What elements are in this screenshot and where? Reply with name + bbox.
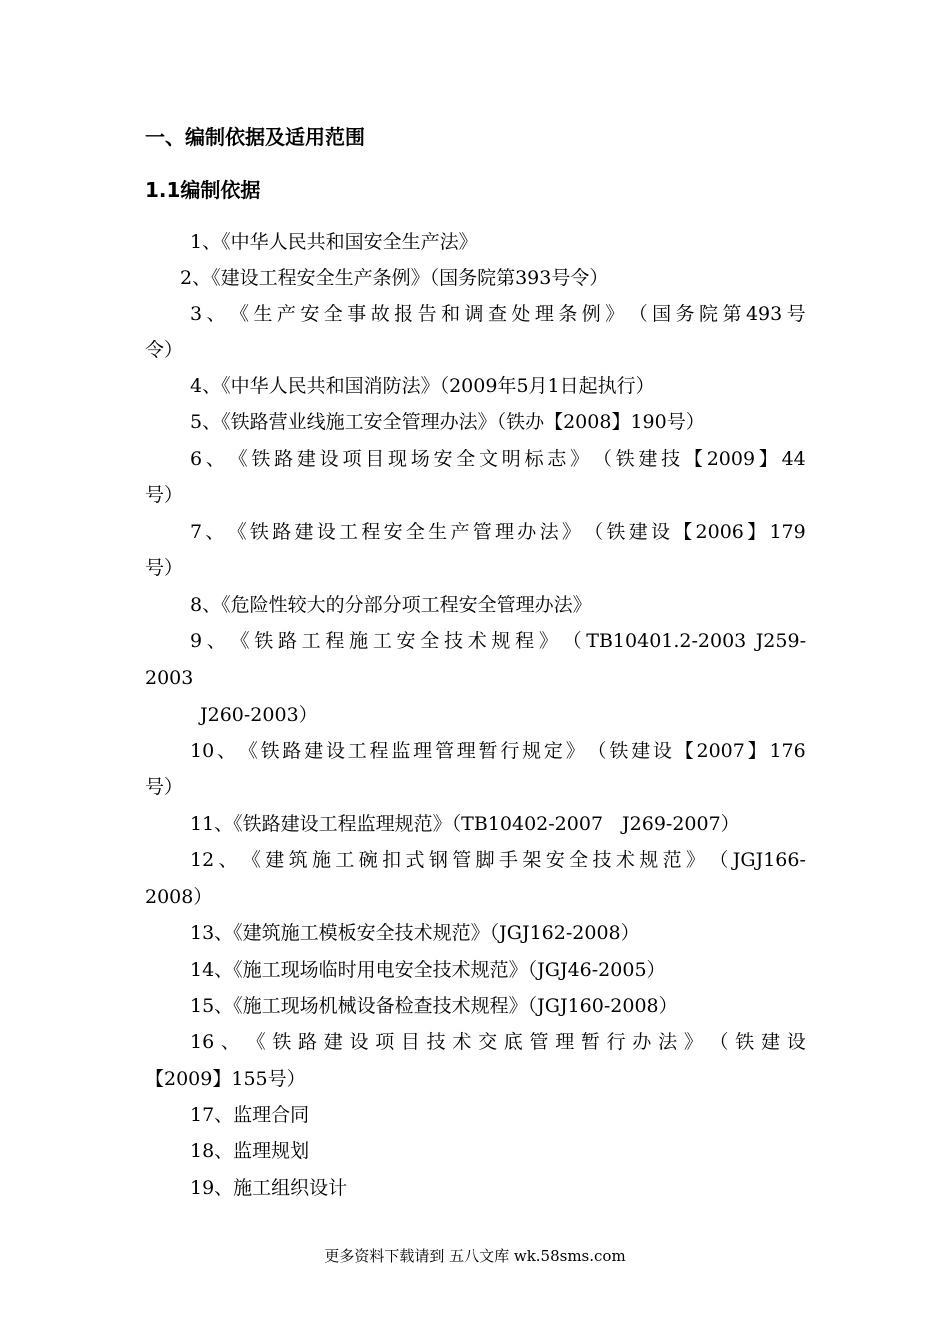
reference-item: 19、施工组织设计	[190, 1177, 348, 1199]
reference-item-continuation: 号）	[145, 776, 184, 798]
reference-item: 10 、 《 铁 路 建 设 工 程 监 理 管 理 暂 行 规 定 》 （ 铁 建 设 【 2007 】 176	[190, 740, 806, 762]
reference-item: 4、《中华人民共和国消防法》（2009年5月1日起执行）	[190, 375, 655, 397]
section-heading: 一、编制依据及适用范围	[145, 125, 365, 149]
reference-item: 15、《施工现场机械设备检查技术规程》（JGJ160-2008）	[190, 995, 678, 1017]
reference-item: 8、《危险性较大的分部分项工程安全管理办法》	[190, 594, 592, 616]
reference-item-continuation: 2003	[145, 667, 194, 689]
reference-item: 2、《建设工程安全生产条例》（国务院第393号令）	[180, 267, 609, 289]
reference-item-continuation: 【2009】155号）	[145, 1068, 306, 1090]
footer-text: 更多资料下载请到 五八文库 wk.58sms.com	[324, 1247, 626, 1265]
reference-item: 13、《建筑施工模板安全技术规范》（JGJ162-2008）	[190, 922, 640, 944]
reference-item: 16 、 《 铁 路 建 设 项 目 技 术 交 底 管 理 暂 行 办 法 》 （ 铁 建 设	[190, 1031, 806, 1053]
reference-item-continuation: 2008）	[145, 886, 213, 908]
reference-item-continuation: 令）	[145, 339, 184, 361]
reference-item: 6 、 《 铁 路 建 设 项 目 现 场 安 全 文 明 标 志 》 （ 铁 建 技 【 2009 】 44	[190, 448, 806, 470]
reference-item: 17、监理合同	[190, 1104, 310, 1126]
reference-item-continuation: 号）	[145, 557, 184, 579]
reference-item: 7 、 《 铁 路 建 设 工 程 安 全 生 产 管 理 办 法 》 （ 铁 建 设 【 2006 】 179	[190, 521, 806, 543]
reference-item: 9 、 《 铁 路 工 程 施 工 安 全 技 术 规 程 》 （ TB10401.2-2003 J259-	[190, 630, 806, 652]
reference-item: 14、《施工现场临时用电安全技术规范》（JGJ46-2005）	[190, 959, 666, 981]
subsection-heading: 1.1编制依据	[145, 178, 261, 202]
reference-item: 18、监理规划	[190, 1140, 310, 1162]
reference-item-continuation: J260-2003）	[200, 704, 318, 726]
reference-item: 12 、 《 建 筑 施 工 碗 扣 式 钢 管 脚 手 架 安 全 技 术 规 范 》 （ JGJ166-	[190, 849, 806, 871]
reference-item: 3 、 《 生 产 安 全 事 故 报 告 和 调 查 处 理 条 例 》 （ 国 务 院 第 493 号	[190, 303, 806, 325]
reference-item: 11、《铁路建设工程监理规范》（TB10402-2007 J269-2007）	[190, 813, 740, 835]
reference-item: 1、《中华人民共和国安全生产法》	[190, 231, 478, 253]
reference-item-continuation: 号）	[145, 484, 184, 506]
reference-item: 5、《铁路营业线施工安全管理办法》（铁办【2008】190号）	[190, 411, 705, 433]
